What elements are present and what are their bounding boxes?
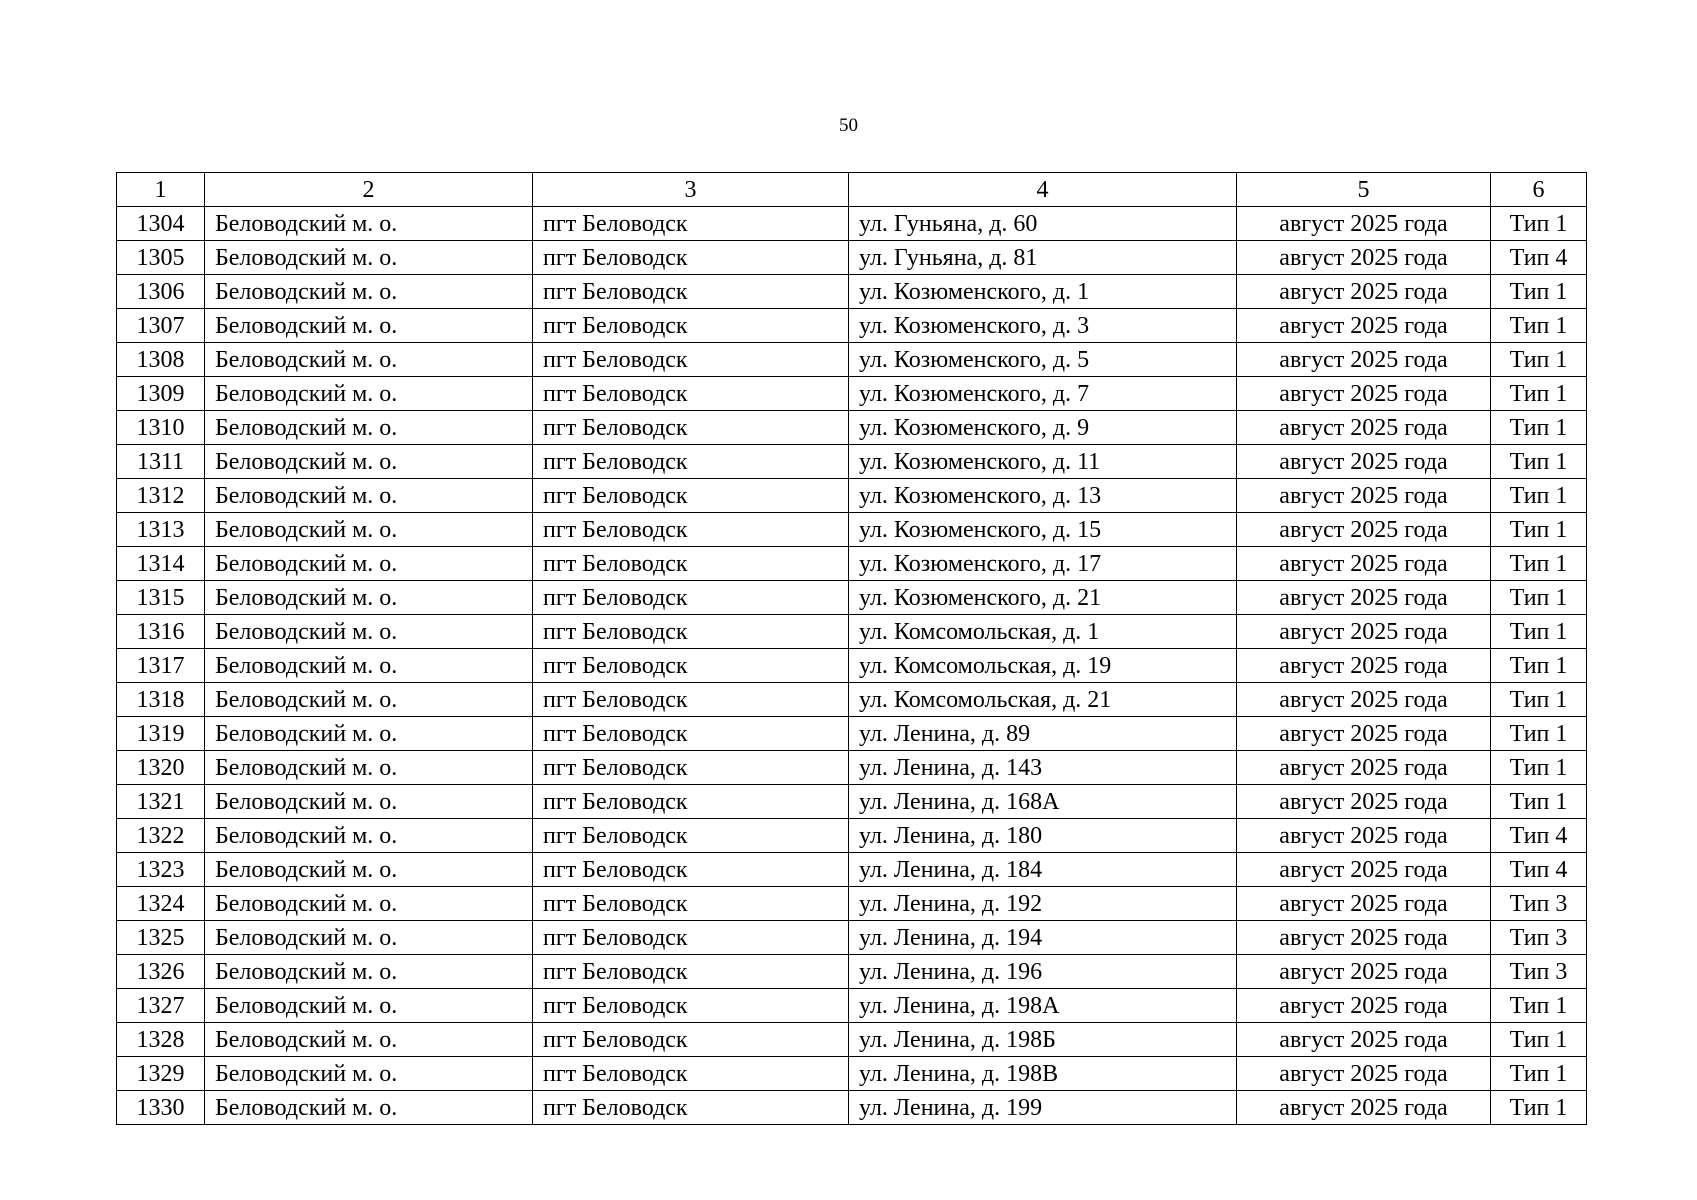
district-cell: Беловодский м. о. — [205, 1023, 533, 1057]
row-number-cell: 1313 — [117, 513, 205, 547]
table-row — [117, 207, 1587, 241]
column-header: 2 — [205, 173, 533, 207]
district-cell: Беловодский м. о. — [205, 819, 533, 853]
district-cell: Беловодский м. о. — [205, 343, 533, 377]
table-row — [117, 887, 1587, 921]
table-row — [117, 547, 1587, 581]
address-cell: ул. Козюменского, д. 1 — [849, 275, 1237, 309]
address-cell: ул. Ленина, д. 199 — [849, 1091, 1237, 1125]
table-row — [117, 819, 1587, 853]
address-cell: ул. Гуньяна, д. 81 — [849, 241, 1237, 275]
table-row — [117, 615, 1587, 649]
date-cell: август 2025 года — [1237, 581, 1491, 615]
date-cell: август 2025 года — [1237, 411, 1491, 445]
district-cell: Беловодский м. о. — [205, 955, 533, 989]
type-cell: Тип 1 — [1491, 343, 1587, 377]
row-number-cell: 1305 — [117, 241, 205, 275]
settlement-cell: пгт Беловодск — [533, 683, 849, 717]
type-cell: Тип 1 — [1491, 309, 1587, 343]
settlement-cell: пгт Беловодск — [533, 853, 849, 887]
date-cell: август 2025 года — [1237, 513, 1491, 547]
settlement-cell: пгт Беловодск — [533, 1091, 849, 1125]
address-cell: ул. Ленина, д. 180 — [849, 819, 1237, 853]
column-header: 6 — [1491, 173, 1587, 207]
settlement-cell: пгт Беловодск — [533, 717, 849, 751]
address-cell: ул. Комсомольская, д. 19 — [849, 649, 1237, 683]
type-cell: Тип 1 — [1491, 683, 1587, 717]
district-cell: Беловодский м. о. — [205, 921, 533, 955]
type-cell: Тип 3 — [1491, 887, 1587, 921]
type-cell: Тип 1 — [1491, 275, 1587, 309]
district-cell: Беловодский м. о. — [205, 887, 533, 921]
address-cell: ул. Ленина, д. 168А — [849, 785, 1237, 819]
district-cell: Беловодский м. о. — [205, 853, 533, 887]
type-cell: Тип 1 — [1491, 581, 1587, 615]
settlement-cell: пгт Беловодск — [533, 309, 849, 343]
row-number-cell: 1316 — [117, 615, 205, 649]
district-cell: Беловодский м. о. — [205, 377, 533, 411]
date-cell: август 2025 года — [1237, 377, 1491, 411]
date-cell: август 2025 года — [1237, 1057, 1491, 1091]
settlement-cell: пгт Беловодск — [533, 581, 849, 615]
row-number-cell: 1319 — [117, 717, 205, 751]
row-number-cell: 1321 — [117, 785, 205, 819]
settlement-cell: пгт Беловодск — [533, 547, 849, 581]
type-cell: Тип 4 — [1491, 853, 1587, 887]
date-cell: август 2025 года — [1237, 309, 1491, 343]
settlement-cell: пгт Беловодск — [533, 955, 849, 989]
type-cell: Тип 1 — [1491, 547, 1587, 581]
date-cell: август 2025 года — [1237, 683, 1491, 717]
row-number-cell: 1304 — [117, 207, 205, 241]
settlement-cell: пгт Беловодск — [533, 479, 849, 513]
table-row — [117, 1057, 1587, 1091]
column-header: 3 — [533, 173, 849, 207]
table-row — [117, 1023, 1587, 1057]
table-row — [117, 241, 1587, 275]
address-cell: ул. Ленина, д. 184 — [849, 853, 1237, 887]
type-cell: Тип 3 — [1491, 921, 1587, 955]
settlement-cell: пгт Беловодск — [533, 989, 849, 1023]
address-cell: ул. Козюменского, д. 9 — [849, 411, 1237, 445]
settlement-cell: пгт Беловодск — [533, 241, 849, 275]
address-cell: ул. Козюменского, д. 17 — [849, 547, 1237, 581]
table-row — [117, 751, 1587, 785]
address-cell: ул. Ленина, д. 196 — [849, 955, 1237, 989]
type-cell: Тип 1 — [1491, 717, 1587, 751]
settlement-cell: пгт Беловодск — [533, 615, 849, 649]
district-cell: Беловодский м. о. — [205, 207, 533, 241]
table-row — [117, 853, 1587, 887]
type-cell: Тип 1 — [1491, 479, 1587, 513]
page-number: 50 — [839, 115, 858, 136]
table-row — [117, 921, 1587, 955]
header-row — [117, 173, 1587, 207]
table-row — [117, 479, 1587, 513]
district-cell: Беловодский м. о. — [205, 1057, 533, 1091]
row-number-cell: 1327 — [117, 989, 205, 1023]
row-number-cell: 1330 — [117, 1091, 205, 1125]
date-cell: август 2025 года — [1237, 819, 1491, 853]
address-cell: ул. Гуньяна, д. 60 — [849, 207, 1237, 241]
type-cell: Тип 1 — [1491, 785, 1587, 819]
district-cell: Беловодский м. о. — [205, 683, 533, 717]
address-cell: ул. Козюменского, д. 5 — [849, 343, 1237, 377]
table-row — [117, 955, 1587, 989]
address-cell: ул. Ленина, д. 198А — [849, 989, 1237, 1023]
table-row — [117, 309, 1587, 343]
column-header: 1 — [117, 173, 205, 207]
district-cell: Беловодский м. о. — [205, 241, 533, 275]
district-cell: Беловодский м. о. — [205, 717, 533, 751]
table-row — [117, 513, 1587, 547]
table-row — [117, 785, 1587, 819]
table-row — [117, 275, 1587, 309]
address-cell: ул. Козюменского, д. 21 — [849, 581, 1237, 615]
date-cell: август 2025 года — [1237, 921, 1491, 955]
date-cell: август 2025 года — [1237, 241, 1491, 275]
district-cell: Беловодский м. о. — [205, 649, 533, 683]
row-number-cell: 1315 — [117, 581, 205, 615]
table-header — [117, 173, 1587, 207]
row-number-cell: 1312 — [117, 479, 205, 513]
district-cell: Беловодский м. о. — [205, 547, 533, 581]
settlement-cell: пгт Беловодск — [533, 785, 849, 819]
district-cell: Беловодский м. о. — [205, 785, 533, 819]
type-cell: Тип 1 — [1491, 1091, 1587, 1125]
row-number-cell: 1317 — [117, 649, 205, 683]
district-cell: Беловодский м. о. — [205, 513, 533, 547]
type-cell: Тип 1 — [1491, 1023, 1587, 1057]
settlement-cell: пгт Беловодск — [533, 445, 849, 479]
address-cell: ул. Козюменского, д. 3 — [849, 309, 1237, 343]
date-cell: август 2025 года — [1237, 955, 1491, 989]
settlement-cell: пгт Беловодск — [533, 207, 849, 241]
type-cell: Тип 4 — [1491, 241, 1587, 275]
type-cell: Тип 3 — [1491, 955, 1587, 989]
district-cell: Беловодский м. о. — [205, 411, 533, 445]
address-cell: ул. Ленина, д. 198В — [849, 1057, 1237, 1091]
table-row — [117, 581, 1587, 615]
date-cell: август 2025 года — [1237, 615, 1491, 649]
table-row — [117, 343, 1587, 377]
address-cell: ул. Козюменского, д. 11 — [849, 445, 1237, 479]
date-cell: август 2025 года — [1237, 717, 1491, 751]
type-cell: Тип 1 — [1491, 1057, 1587, 1091]
table-row — [117, 989, 1587, 1023]
district-cell: Беловодский м. о. — [205, 1091, 533, 1125]
table-row — [117, 1091, 1587, 1125]
row-number-cell: 1328 — [117, 1023, 205, 1057]
settlement-cell: пгт Беловодск — [533, 513, 849, 547]
table-row — [117, 649, 1587, 683]
row-number-cell: 1318 — [117, 683, 205, 717]
address-cell: ул. Ленина, д. 192 — [849, 887, 1237, 921]
district-cell: Беловодский м. о. — [205, 445, 533, 479]
date-cell: август 2025 года — [1237, 207, 1491, 241]
type-cell: Тип 1 — [1491, 989, 1587, 1023]
settlement-cell: пгт Беловодск — [533, 887, 849, 921]
type-cell: Тип 1 — [1491, 615, 1587, 649]
address-cell: ул. Комсомольская, д. 21 — [849, 683, 1237, 717]
table-row — [117, 683, 1587, 717]
row-number-cell: 1325 — [117, 921, 205, 955]
district-cell: Беловодский м. о. — [205, 309, 533, 343]
address-cell: ул. Козюменского, д. 13 — [849, 479, 1237, 513]
settlement-cell: пгт Беловодск — [533, 819, 849, 853]
type-cell: Тип 1 — [1491, 411, 1587, 445]
settlement-cell: пгт Беловодск — [533, 1023, 849, 1057]
settlement-cell: пгт Беловодск — [533, 921, 849, 955]
table-body — [117, 207, 1587, 1125]
row-number-cell: 1323 — [117, 853, 205, 887]
table-row — [117, 377, 1587, 411]
table-row — [117, 717, 1587, 751]
address-cell: ул. Козюменского, д. 15 — [849, 513, 1237, 547]
date-cell: август 2025 года — [1237, 785, 1491, 819]
row-number-cell: 1311 — [117, 445, 205, 479]
row-number-cell: 1309 — [117, 377, 205, 411]
address-cell: ул. Ленина, д. 143 — [849, 751, 1237, 785]
settlement-cell: пгт Беловодск — [533, 275, 849, 309]
settlement-cell: пгт Беловодск — [533, 343, 849, 377]
row-number-cell: 1307 — [117, 309, 205, 343]
date-cell: август 2025 года — [1237, 853, 1491, 887]
column-header: 4 — [849, 173, 1237, 207]
address-cell: ул. Ленина, д. 89 — [849, 717, 1237, 751]
row-number-cell: 1329 — [117, 1057, 205, 1091]
registry-table — [116, 172, 1587, 1125]
date-cell: август 2025 года — [1237, 649, 1491, 683]
date-cell: август 2025 года — [1237, 275, 1491, 309]
type-cell: Тип 1 — [1491, 207, 1587, 241]
type-cell: Тип 1 — [1491, 445, 1587, 479]
table-row — [117, 445, 1587, 479]
date-cell: август 2025 года — [1237, 1023, 1491, 1057]
table-row — [117, 411, 1587, 445]
type-cell: Тип 1 — [1491, 649, 1587, 683]
date-cell: август 2025 года — [1237, 1091, 1491, 1125]
row-number-cell: 1322 — [117, 819, 205, 853]
settlement-cell: пгт Беловодск — [533, 377, 849, 411]
row-number-cell: 1306 — [117, 275, 205, 309]
date-cell: август 2025 года — [1237, 751, 1491, 785]
district-cell: Беловодский м. о. — [205, 479, 533, 513]
column-header: 5 — [1237, 173, 1491, 207]
row-number-cell: 1310 — [117, 411, 205, 445]
district-cell: Беловодский м. о. — [205, 989, 533, 1023]
type-cell: Тип 4 — [1491, 819, 1587, 853]
date-cell: август 2025 года — [1237, 445, 1491, 479]
date-cell: август 2025 года — [1237, 479, 1491, 513]
row-number-cell: 1314 — [117, 547, 205, 581]
date-cell: август 2025 года — [1237, 547, 1491, 581]
address-cell: ул. Ленина, д. 198Б — [849, 1023, 1237, 1057]
settlement-cell: пгт Беловодск — [533, 1057, 849, 1091]
district-cell: Беловодский м. о. — [205, 275, 533, 309]
settlement-cell: пгт Беловодск — [533, 649, 849, 683]
address-cell: ул. Ленина, д. 194 — [849, 921, 1237, 955]
row-number-cell: 1308 — [117, 343, 205, 377]
row-number-cell: 1324 — [117, 887, 205, 921]
type-cell: Тип 1 — [1491, 513, 1587, 547]
address-cell: ул. Комсомольская, д. 1 — [849, 615, 1237, 649]
date-cell: август 2025 года — [1237, 989, 1491, 1023]
district-cell: Беловодский м. о. — [205, 581, 533, 615]
type-cell: Тип 1 — [1491, 377, 1587, 411]
address-cell: ул. Козюменского, д. 7 — [849, 377, 1237, 411]
date-cell: август 2025 года — [1237, 887, 1491, 921]
row-number-cell: 1320 — [117, 751, 205, 785]
district-cell: Беловодский м. о. — [205, 615, 533, 649]
date-cell: август 2025 года — [1237, 343, 1491, 377]
district-cell: Беловодский м. о. — [205, 751, 533, 785]
settlement-cell: пгт Беловодск — [533, 751, 849, 785]
type-cell: Тип 1 — [1491, 751, 1587, 785]
row-number-cell: 1326 — [117, 955, 205, 989]
settlement-cell: пгт Беловодск — [533, 411, 849, 445]
